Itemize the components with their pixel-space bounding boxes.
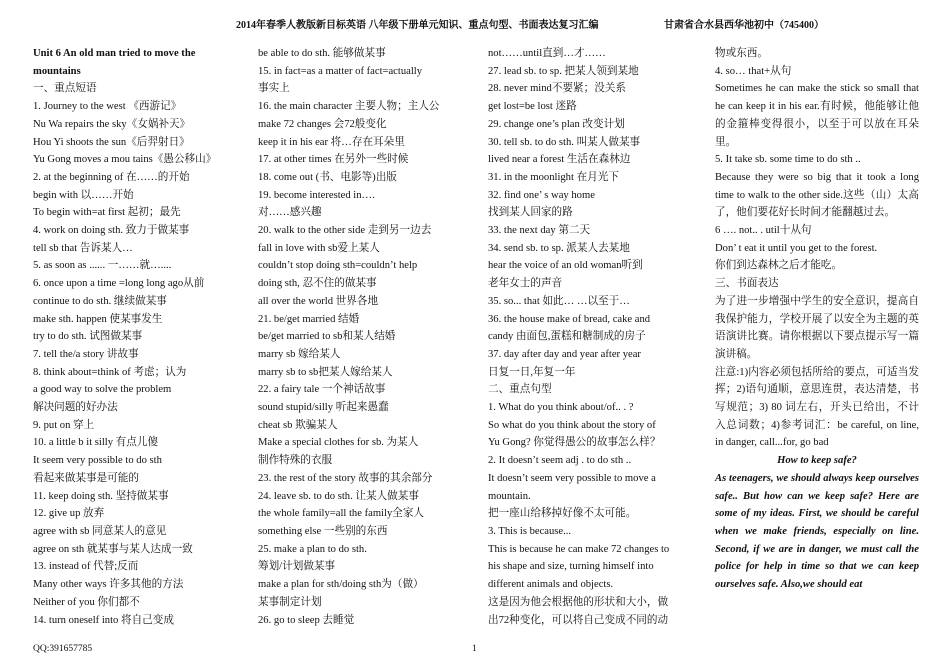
text-line: mountain. [488,490,531,502]
text-line: 制作特殊的衣服 [258,455,333,467]
text-line: 15. in fact=as a matter of fact=actually [258,65,423,77]
text-line: 19. become interested in…. [258,189,375,201]
text-line: 2. at the beginning of 在……的开始 [33,171,190,183]
text-line: 6. once upon a time =long long ago从前 [33,278,205,290]
text-line: begin with 以……开始 [33,189,134,201]
text-line: 三、书面表达 [715,278,779,290]
text-line: Because they were so big that it took a long time to walk to the other side.这些（山）太高了，他们要花好长时间才能翻越过去。 [715,171,919,219]
text-line: 注意:1)内容必须包括所给的要点，可适当发挥；2)语句通顺，意思连贯，表达清楚，书写规范；3) 80 词左右，开头已给出，不计入总词数；4)参考词汇：be careful, on line, in danger, call...for, go bad [715,366,919,449]
text-line: As teenagers, we should always keep ourselves safe.. But how can we keep safe? Here are some of my ideas. First, we should be careful when we make friends, especially on line. Second, if we are in danger, we must call the police for help in time so that we can keep ourselves safe. Also,we should eat [715,472,919,591]
text-line: Sometimes he can make the stick so small that he can keep it in his ear.有时候，他能够让他的金箍棒变得很小，以至于可以放在耳朵里。 [715,83,919,148]
text-line: 出72种变化，可以将自己变成不同的动 [488,614,669,626]
text-line: agree with sb 同意某人的意见 [33,525,167,537]
column-4 [715,45,919,594]
text-line: 6 …. not.. . util十从句 [715,225,812,237]
text-line: 10. a little b it silly 有点儿傻 [33,437,159,449]
text-line: 25. make a plan to do sth. [258,543,367,555]
column-2 [258,45,472,629]
text-line: doing sth, 忍不住的做某事 [258,278,377,290]
text-line: make sth. happen 使某事发生 [33,313,163,325]
text-line: 30. tell sb. to do sth. 叫某人做某事 [488,136,641,148]
column-3 [488,45,700,629]
text-line: 34. send sb. to sp. 派某人去某地 [488,242,630,254]
text-line: a good way to solve the problem [33,384,172,396]
text-line: 14. turn oneself into 将自己变成 [33,614,174,626]
text-line: be/get married to sb和某人结婚 [258,331,396,343]
text-line: 35. so... that 如此… …以至于… [488,295,630,307]
text-line: 一、重点短语 [33,83,97,95]
text-line: Make a special clothes for sb. 为某人 [258,437,419,449]
text-line: continue to do sth. 继续做某事 [33,295,167,307]
text-line: 27. lead sb. to sp. 把某人领到某地 [488,65,639,77]
text-line: So what do you think about the story of [488,419,656,431]
text-line: 22. a fairy tale 一个神话故事 [258,384,386,396]
text-line: 26. go to sleep 去睡觉 [258,614,355,626]
text-line: his shape and size, turning himself into [488,561,654,573]
document-title: 2014年春季人教版新目标英语 八年级下册单元知识、重点句型、书面表达复习汇编 [236,20,599,31]
text-line: 解决问题的好办法 [33,402,118,414]
text-line: candy 由面包,蛋糕和糖制成的房子 [488,331,646,343]
text-line: Nu Wa repairs the sky《女娲补天》 [33,118,191,130]
text-line: 这是因为他会根据他的形状和大小，做 [488,596,669,608]
text-line: 21. be/get married 结婚 [258,313,360,325]
text-line: 29. change one’s plan 改变计划 [488,118,625,130]
text-line: It doesn’t seem very possible to move a [488,472,656,484]
footer-qq: QQ:391657785 [33,644,93,654]
text-line: 9. put on 穿上 [33,419,95,431]
text-line: 为了进一步增强中学生的安全意识，提高自我保护能力，学校开展了以安全为主题的英语演讲比赛。请你根据以下要点提示写一篇演讲稿。 [715,295,919,360]
text-line: 4. work on doing sth. 致力于做某事 [33,225,190,237]
text-line: 11. keep doing sth. 坚持做某事 [33,490,169,502]
text-line: 老年女士的声音 [488,278,563,290]
text-line: 17. at other times 在另外一些时候 [258,154,409,166]
text-line: get lost=be lost 迷路 [488,101,577,113]
text-line: fall in love with sb爱上某人 [258,242,380,254]
text-line: 8. think about=think of 考虑；认为 [33,366,187,378]
text-line: To begin with=at first 起初；最先 [33,207,181,219]
page-header [0,16,950,32]
text-line: try to do sth. 试图做某事 [33,331,143,343]
text-line: 某事制定计划 [258,596,322,608]
text-line: 日复一日,年复一年 [488,366,576,378]
text-line: hear the voice of an old woman听到 [488,260,643,272]
text-line: Many other ways 许多其他的方法 [33,579,184,591]
text-line: Neither of you 你们都不 [33,596,140,608]
text-line: 13. instead of 代替;反而 [33,561,139,573]
text-line: 37. day after day and year after year [488,348,641,360]
text-line: 33. the next day 第二天 [488,225,591,237]
page-number: 1 [472,644,477,654]
text-line: 找到某人回家的路 [488,207,573,219]
text-line: 16. the main character 主要人物；主人公 [258,101,440,113]
text-line: 24. leave sb. to do sth. 让某人做某事 [258,490,419,502]
text-line: 32. find one’ s way home [488,189,595,201]
text-line: Yu Gong moves a mou tains《愚公移山》 [33,154,217,166]
text-line: 20. walk to the other side 走到另一边去 [258,225,432,237]
text-line: 二、重点句型 [488,384,552,396]
text-line: 你们到达森林之后才能吃。 [715,260,843,272]
text-line: 对……感兴趣 [258,207,322,219]
text-line: marry sb to sb把某人嫁给某人 [258,366,393,378]
text-line: 3. This is because... [488,525,572,537]
text-line: 18. come out (书、电影等)出版 [258,171,397,183]
text-line: 筹划/计划做某事 [258,561,336,573]
text-line: couldn’t stop doing sth=couldn’t help [258,260,418,272]
text-line: the whole family=all the family全家人 [258,508,425,520]
text-line: something else 一些别的东西 [258,525,388,537]
text-line: different animals and objects. [488,579,614,591]
text-line: 36. the house make of bread, cake and [488,313,651,325]
text-line: tell sb that 告诉某人… [33,242,133,254]
text-line: 事实上 [258,83,290,95]
text-line: 28. never mind不要紧；没关系 [488,83,626,95]
text-line: Unit 6 An old man tried to move the [33,48,196,59]
text-line: 7. tell the/a story 讲故事 [33,348,139,360]
text-line: 12. give up 放弃 [33,508,105,520]
text-line: not……until直到…才…… [488,48,606,59]
text-line: Don’ t eat it until you get to the forest. [715,242,878,254]
text-line: 物或东西。 [715,48,768,59]
text-line: marry sb 嫁给某人 [258,348,341,360]
text-line: sound stupid/silly 听起来愚蠢 [258,402,389,414]
text-line: make 72 changes 会72般变化 [258,118,387,130]
text-line: cheat sb 欺骗某人 [258,419,338,431]
text-line: make a plan for sth/doing sth为（做） [258,579,424,591]
text-line: 23. the rest of the story 故事的其余部分 [258,472,433,484]
text-line: keep it in his ear 将…存在耳朵里 [258,136,405,148]
text-line: 看起来做某事是可能的 [33,472,139,484]
text-line: 1. Journey to the west 《西游记》 [33,101,182,113]
text-line: Yu Gong? 你觉得愚公的故事怎么样？ [488,437,661,449]
text-line: 4. so… that+从句 [715,65,792,77]
text-line: 1. What do you think about/of.. . ? [488,402,634,414]
text-line: lived near a forest 生活在森林边 [488,154,631,166]
text-line: Hou Yi shoots the sun《后羿射日》 [33,136,190,148]
text-line: all over the world 世界各地 [258,295,379,307]
text-line: agree on sth 就某事与某人达成一致 [33,543,193,555]
column-1 [33,45,245,629]
text-line: 把一座山给移掉好像不太可能。 [488,508,637,520]
text-line: 2. It doesn’t seem adj . to do sth .. [488,455,632,467]
school-name: 甘肃省合水县西华池初中（745400） [664,20,824,31]
text-line: be able to do sth. 能够做某事 [258,48,386,59]
text-line: This is because he can make 72 changes to [488,543,670,555]
text-line: 5. as soon as ...... 一……就….... [33,260,172,272]
text-line: 5. It take sb. some time to do sth .. [715,154,861,166]
text-line: mountains [33,65,81,77]
text-line: It seem very possible to do sth [33,455,162,467]
text-line: 31. in the moonlight 在月光下 [488,171,619,183]
text-line: How to keep safe? [777,455,857,467]
